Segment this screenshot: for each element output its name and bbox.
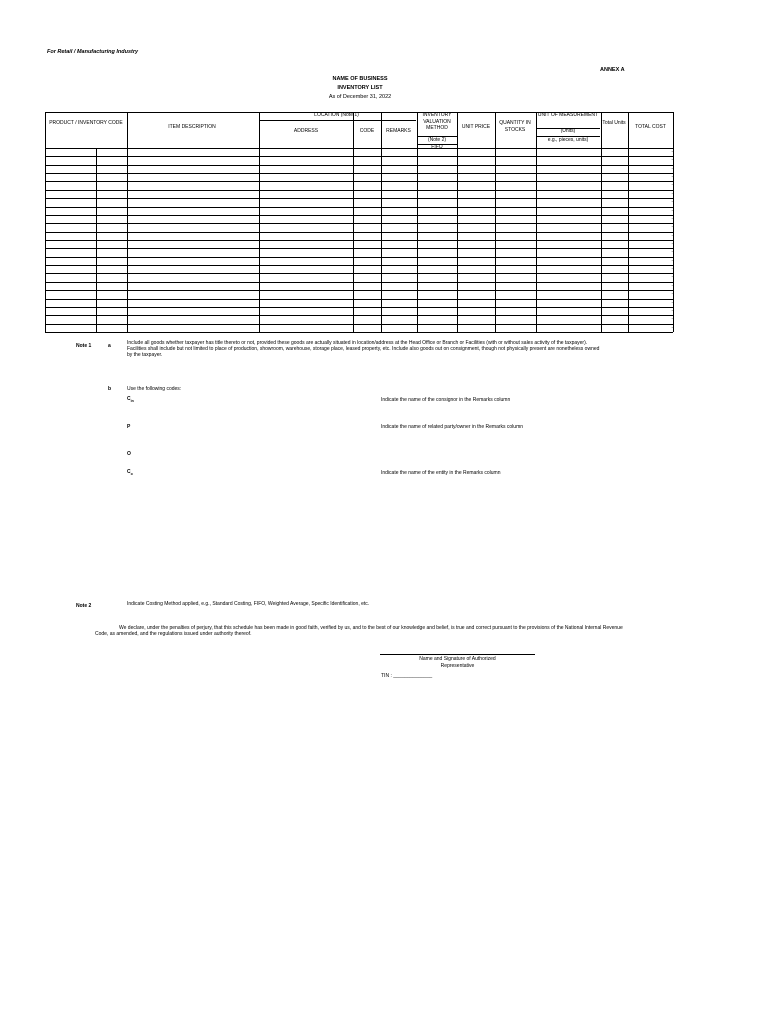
note2-label: Note 2 [76,603,92,609]
table-column-rule [127,112,128,332]
code-o: O [127,451,131,457]
table-row-rule [45,248,673,249]
industry-label: For Retail / Manufacturing Industry [47,49,139,55]
business-name: NAME OF BUSINESS [332,76,388,82]
total-cost-cell: - [671,299,673,305]
total-cost-cell: - [671,165,673,171]
col-quantity: QUANTITY IN STOCKS [499,120,531,133]
table-row-rule [45,207,673,208]
table-column-rule [417,112,418,332]
table-row-rule [45,299,673,300]
table-row-rule [45,156,673,157]
total-cost-cell: - [671,324,673,330]
col-code: CODE [359,128,375,134]
code-cin-desc: Indicate the name of the consignor in the Remarks column [381,397,511,403]
col-valuation-value: FIFO [431,144,443,150]
location-subheader-rule [259,120,416,121]
col-product-code: PRODUCT / INVENTORY CODE [49,120,123,126]
total-cost-cell: - [671,241,673,246]
valuation-note-rule [417,136,457,137]
table-column-rule [457,112,458,332]
total-cost-cell: - [671,307,673,313]
valuation-value-rule [417,144,457,145]
table-row-rule [45,190,673,191]
uom-units-top-rule [536,128,600,129]
header-bottom-border [45,148,673,149]
table-row-rule [45,223,673,224]
table-row-rule [45,332,673,333]
total-cost-cell: - [671,199,673,205]
col-uom: UNIT OF MEASUREMENT [537,112,599,118]
signature-line [380,654,535,655]
note1b-letter: b [108,386,112,392]
total-cost-cell: - [671,291,673,297]
total-cost-cell: - [671,274,673,280]
total-cost-cell: - [671,207,673,213]
note1b-text: Use the following codes: [127,386,182,392]
table-row-rule [45,181,673,182]
note1-label: Note 1 [76,343,92,349]
col-unit-price: UNIT PRICE [461,124,491,130]
table-column-rule [601,112,602,332]
inventory-table [45,112,673,332]
total-cost-cell: - [671,182,673,188]
col-item-description: ITEM DESCRIPTION [168,124,216,130]
table-row-rule [45,273,673,274]
table-column-rule [673,112,674,332]
total-cost-cell: - [671,266,673,272]
table-row-rule [45,257,673,258]
page-title: INVENTORY LIST [337,85,383,91]
col-remarks: REMARKS [386,128,411,134]
total-cost-cell: - [671,249,673,255]
table-column-rule [381,112,382,332]
code-p-desc: Indicate the name of related party/owner in the Remarks column [381,424,524,430]
total-cost-cell: - [671,190,673,196]
total-cost-cell: - [671,257,673,263]
table-row-rule [45,315,673,316]
table-row-rule [45,165,673,166]
total-cost-cell: - [671,232,673,238]
note2-text: Indicate Costing Method applied, e.g., Standard Costing, FIFO, Weighted Average, Specific Identification, etc. [127,601,370,607]
declaration-text: We declare, under the penalties of perjury, that this schedule has been made in good faith, verified by us, and to the best of our knowledge and belief, is true and correct pursuant to the provisions of the National Internal Revenue Code, as amended, and the regulations issued under authority thereof. [95,625,623,637]
col-uom-units: (Units) [560,128,576,134]
table-column-rule [536,112,537,332]
table-row-rule [45,290,673,291]
table-column-rule [353,112,354,332]
total-cost-cell: - [671,282,673,288]
col-total-units: Total Units [602,120,626,126]
col-uom-example: e.g., pieces, units) [547,137,589,143]
table-column-rule [259,112,260,332]
table-row-rule [45,240,673,241]
uom-units-bottom-rule [536,136,600,137]
annex-label: ANNEX A [600,67,625,73]
table-row-rule [45,198,673,199]
tin-field: TIN : ______________ [381,673,433,679]
table-row-rule [45,215,673,216]
table-column-rule [628,112,629,332]
table-column-rule [495,112,496,332]
code-cin: $C_{in}$ [127,396,134,403]
total-cost-cell: - [671,157,673,163]
col-total-cost: TOTAL COST [635,124,666,130]
table-column-rule [45,112,46,332]
table-row-rule [45,265,673,266]
table-top-border [45,112,673,113]
col-valuation-method: INVENTORY VALUATION METHOD [422,112,452,131]
signature-label-2: Representative [440,663,475,669]
as-of-date: As of December 31, 2022 [328,94,392,100]
total-cost-cell: - [671,174,673,180]
code-co: $C_o$ [127,469,133,476]
table-row-rule [45,173,673,174]
total-cost-cell: - [671,316,673,322]
note1a-text: Include all goods whether taxpayer has title thereto or not, provided these goods are actually situated in location/address at the Head Office or Branch or Facilities (with or without sales activity of the taxpayer). Facilities shall include but not limited to place of production, showroom, warehouse, storage place, leased property, etc. Include also goods out on consignment, though not physically present are nonetheless owned by the taxpayer. [127,340,600,358]
table-row-rule [45,324,673,325]
col-address: ADDRESS [293,128,319,134]
code-p: P [127,424,131,430]
col-valuation-note: (Note 2) [427,137,447,143]
code-split-rule [96,148,97,332]
note1a-letter: a [108,343,111,349]
table-row-rule [45,307,673,308]
total-cost-cell: - [671,215,673,221]
code-co-desc: Indicate the name of the entity in the Remarks column [381,470,501,476]
total-cost-cell: - [671,224,673,230]
total-cost-cell: - [671,149,673,154]
table-row-rule [45,282,673,283]
table-row-rule [45,232,673,233]
signature-label-1: Name and Signature of Authorized [419,656,496,662]
col-location-group: LOCATION (Note 1) [314,112,359,118]
